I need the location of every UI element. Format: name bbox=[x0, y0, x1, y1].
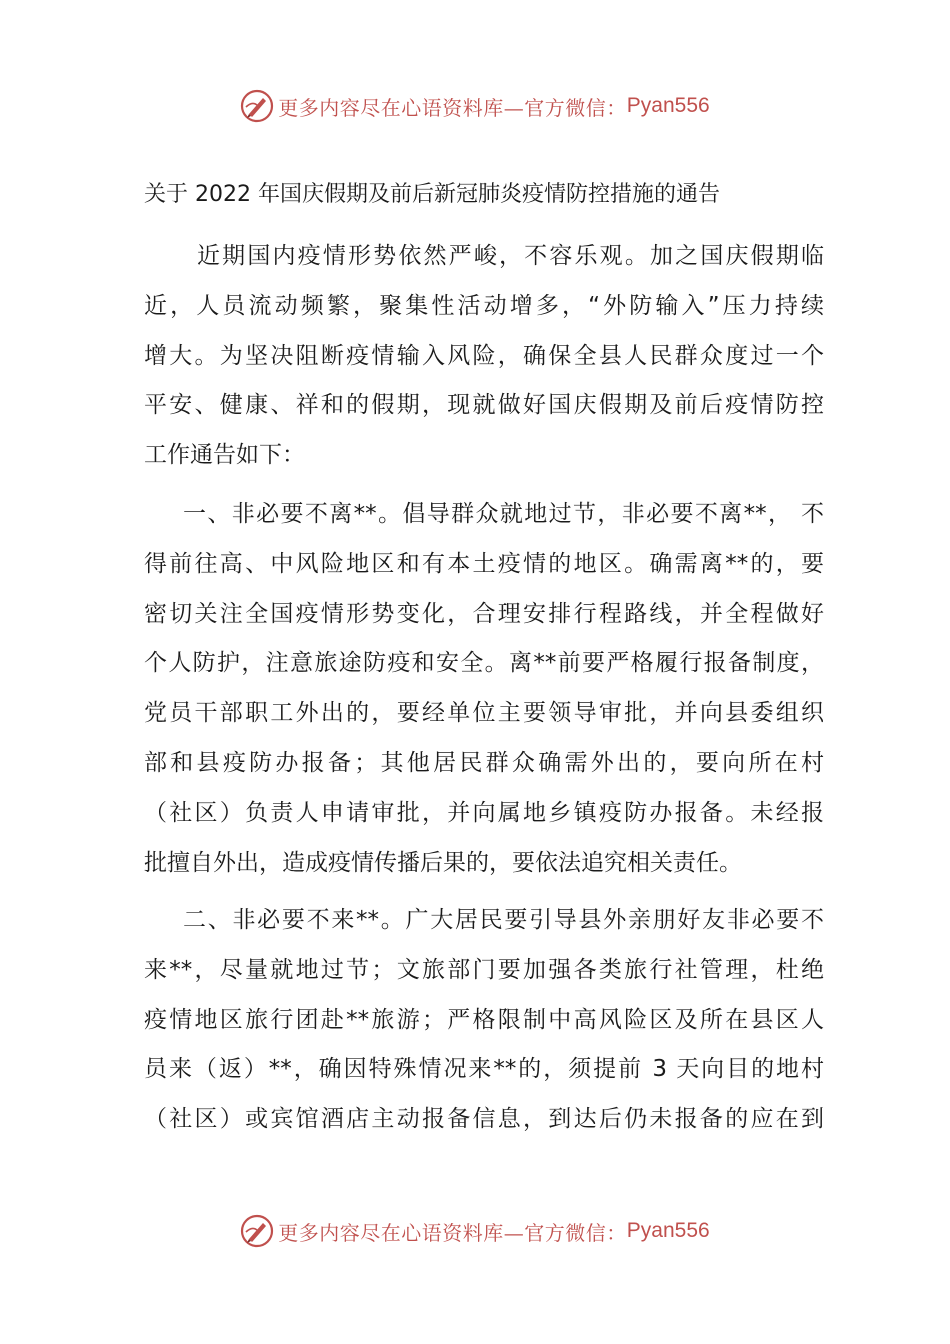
paragraph-section-one bbox=[144, 490, 824, 888]
text-line: 二、非必要不来**。广大居民要引导县外亲朋好友非必要不 bbox=[183, 907, 824, 933]
text-line: 个人防护，注意旅途防疫和安全。离**前要严格履行报备制度， bbox=[144, 650, 824, 677]
text-line: 工作通告如下： bbox=[144, 442, 305, 469]
text-line: 批擅自外出，造成疫情传播后果的，要依法追究相关责任。 bbox=[144, 849, 742, 876]
pen-logo-icon bbox=[240, 89, 274, 123]
text-line: 得前往高、中风险地区和有本土疫情的地区。确需离**的，要 bbox=[144, 550, 824, 577]
text-line: 一、非必要不离**。倡导群众就地过节，非必要不离**， 不 bbox=[183, 501, 824, 527]
text-line: 平安、健康、祥和的假期，现就做好国庆假期及前后疫情防控 bbox=[144, 392, 824, 419]
watermark-banner-bottom bbox=[0, 1211, 950, 1251]
document-title: 关于 2022 年国庆假期及前后新冠肺炎疫情防控措施的通告 bbox=[144, 182, 720, 207]
watermark-wechat-id: Pyan556 bbox=[626, 94, 710, 117]
paragraph-intro bbox=[144, 232, 824, 481]
text-line: 近期国内疫情形势依然严峻，不容乐观。加之国庆假期临 bbox=[197, 243, 824, 269]
text-line: 增大。为坚决阻断疫情输入风险，确保全县人民群众度过一个 bbox=[144, 342, 824, 369]
pen-logo-icon bbox=[240, 1214, 274, 1248]
watermark-banner-top bbox=[0, 86, 950, 126]
text-line: （社区）负责人申请审批，并向属地乡镇疫防办报备。未经报 bbox=[144, 799, 824, 826]
watermark-text: 更多内容尽在心语资料库—官方微信： bbox=[278, 95, 627, 120]
watermark-text: 更多内容尽在心语资料库—官方微信： bbox=[278, 1220, 627, 1245]
paragraph-section-two bbox=[144, 896, 824, 1145]
text-line: 近，人员流动频繁，聚集性活动增多，“外防输入”压力持续 bbox=[144, 292, 824, 319]
text-line: 部和县疫防办报备；其他居民群众确需外出的，要向所在村 bbox=[144, 749, 824, 776]
text-line: 密切关注全国疫情形势变化，合理安排行程路线，并全程做好 bbox=[144, 600, 824, 627]
text-line: 员来（返）**，确因特殊情况来**的，须提前 3 天向目的地村 bbox=[144, 1056, 824, 1083]
text-line: （社区）或宾馆酒店主动报备信息，到达后仍未报备的应在到 bbox=[144, 1106, 824, 1133]
text-line: 来**，尽量就地过节；文旅部门要加强各类旅行社管理，杜绝 bbox=[144, 956, 824, 983]
text-line: 疫情地区旅行团赴**旅游；严格限制中高风险区及所在县区人 bbox=[144, 1006, 824, 1033]
text-line: 党员干部职工外出的，要经单位主要领导审批，并向县委组织 bbox=[144, 700, 824, 727]
watermark-wechat-id: Pyan556 bbox=[626, 1219, 710, 1242]
